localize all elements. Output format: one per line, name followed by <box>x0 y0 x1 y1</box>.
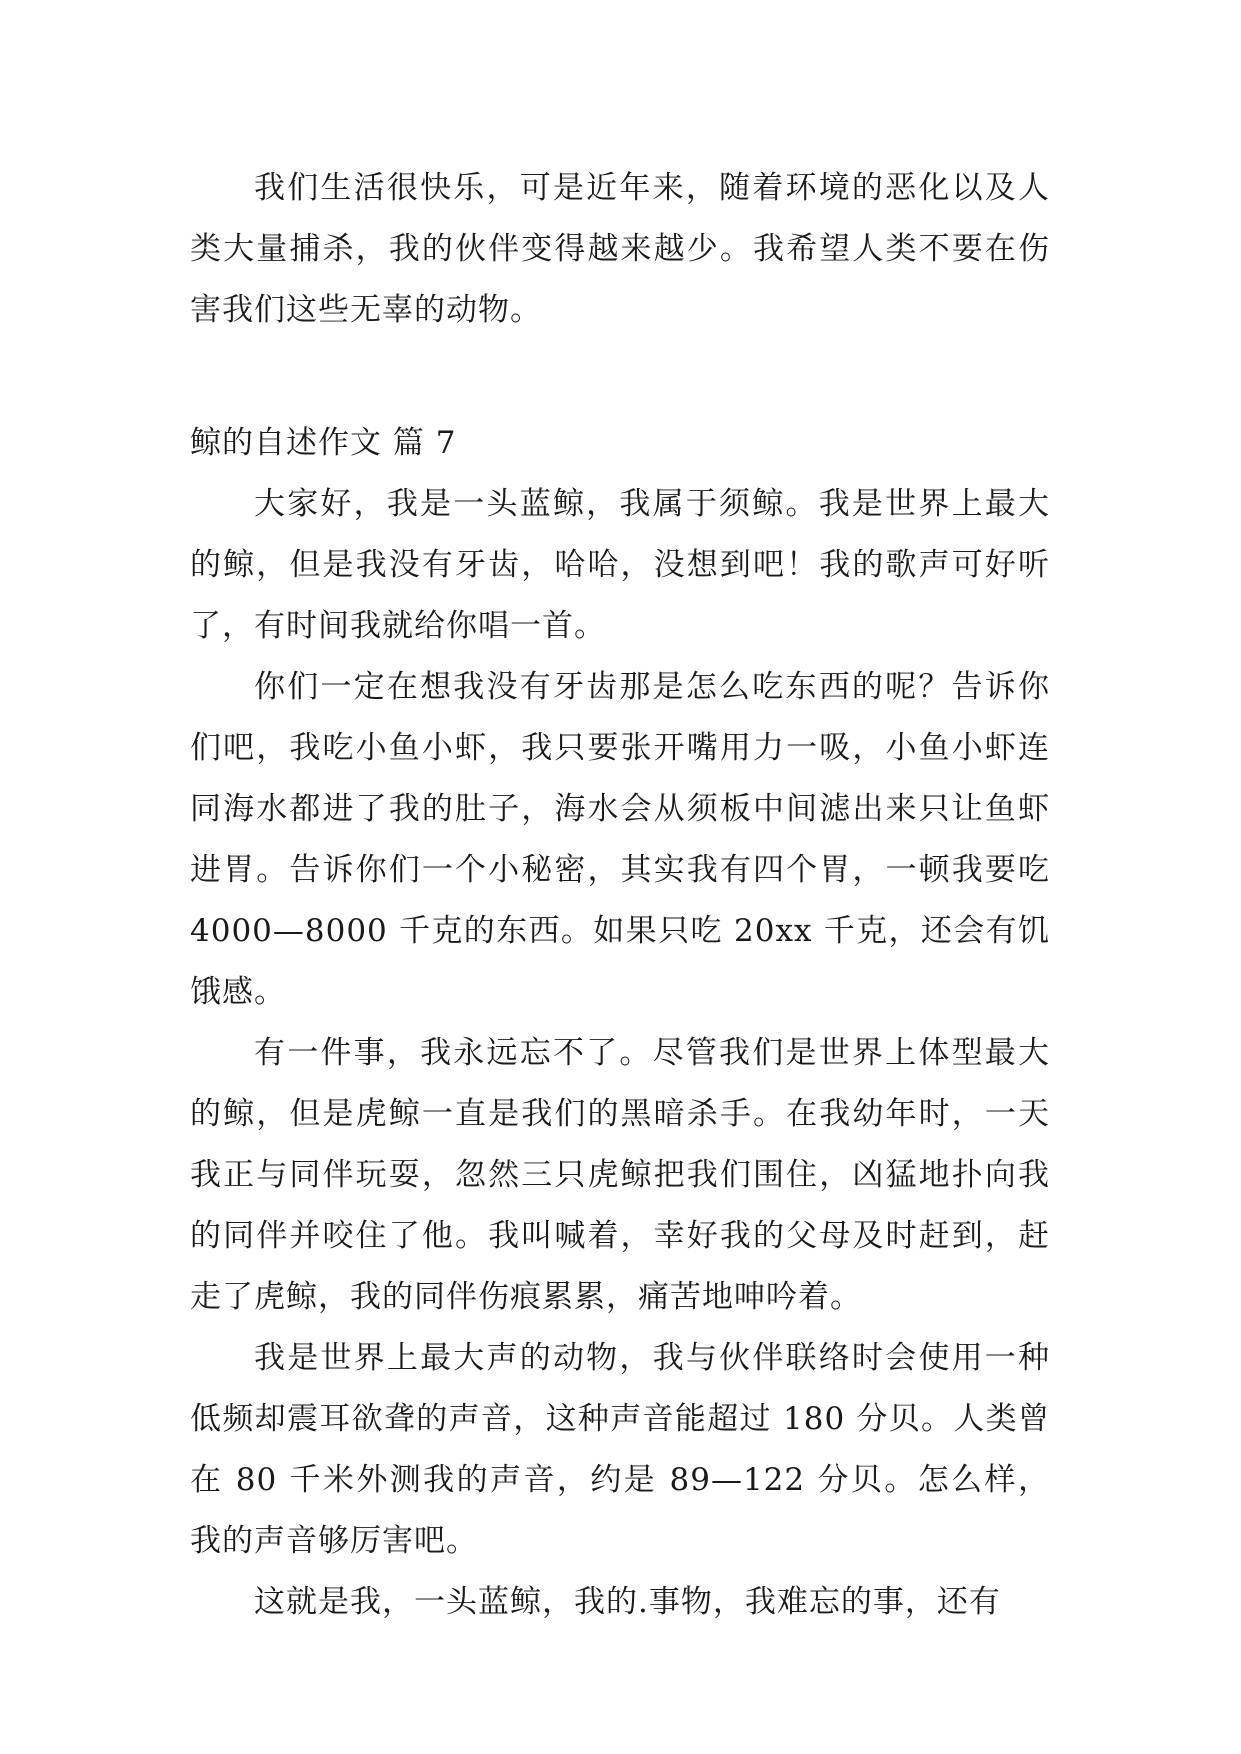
section-title: 鲸的自述作文 篇 7 <box>190 425 457 461</box>
paragraph-5: 这就是我，一头蓝鲸，我的.事物，我难忘的事，还有 <box>254 1584 1001 1620</box>
paragraph-1: 大家好，我是一头蓝鲸，我属于须鲸。我是世界上最大的鲸，但是我没有牙齿，哈哈，没想到吧！我的歌声可好听了，有时间我就给你唱一首。 <box>190 486 1050 644</box>
paragraph-intro: 我们生活很快乐，可是近年来，随着环境的恶化以及人类大量捕杀，我的伙伴变得越来越少。我希望人类不要在伤害我们这些无辜的动物。 <box>190 170 1050 328</box>
paragraph-2: 你们一定在想我没有牙齿那是怎么吃东西的呢？告诉你们吧，我吃小鱼小虾，我只要张开嘴用力一吸，小鱼小虾连同海水都进了我的肚子，海水会从须板中间滤出来只让鱼虾进胃。告诉你们一个小秘密，其实我有四个胃，一顿我要吃 4000—8000 千克的东西。如果只吃 20xx 千克，还会有饥饿感。 <box>190 669 1050 1010</box>
document-page <box>190 158 1050 1633</box>
paragraph-4: 我是世界上最大声的动物，我与伙伴联络时会使用一种低频却震耳欲聋的声音，这种声音能超过 180 分贝。人类曾在 80 千米外测我的声音，约是 89—122 分贝。怎么样，我的声音够厉害吧。 <box>190 1340 1050 1559</box>
paragraph-3: 有一件事，我永远忘不了。尽管我们是世界上体型最大的鲸，但是虎鲸一直是我们的黑暗杀手。在我幼年时，一天我正与同伴玩耍，忽然三只虎鲸把我们围住，凶猛地扑向我的同伴并咬住了他。我叫喊着，幸好我的父母及时赶到，赶走了虎鲸，我的同伴伤痕累累，痛苦地呻吟着。 <box>190 1035 1050 1315</box>
